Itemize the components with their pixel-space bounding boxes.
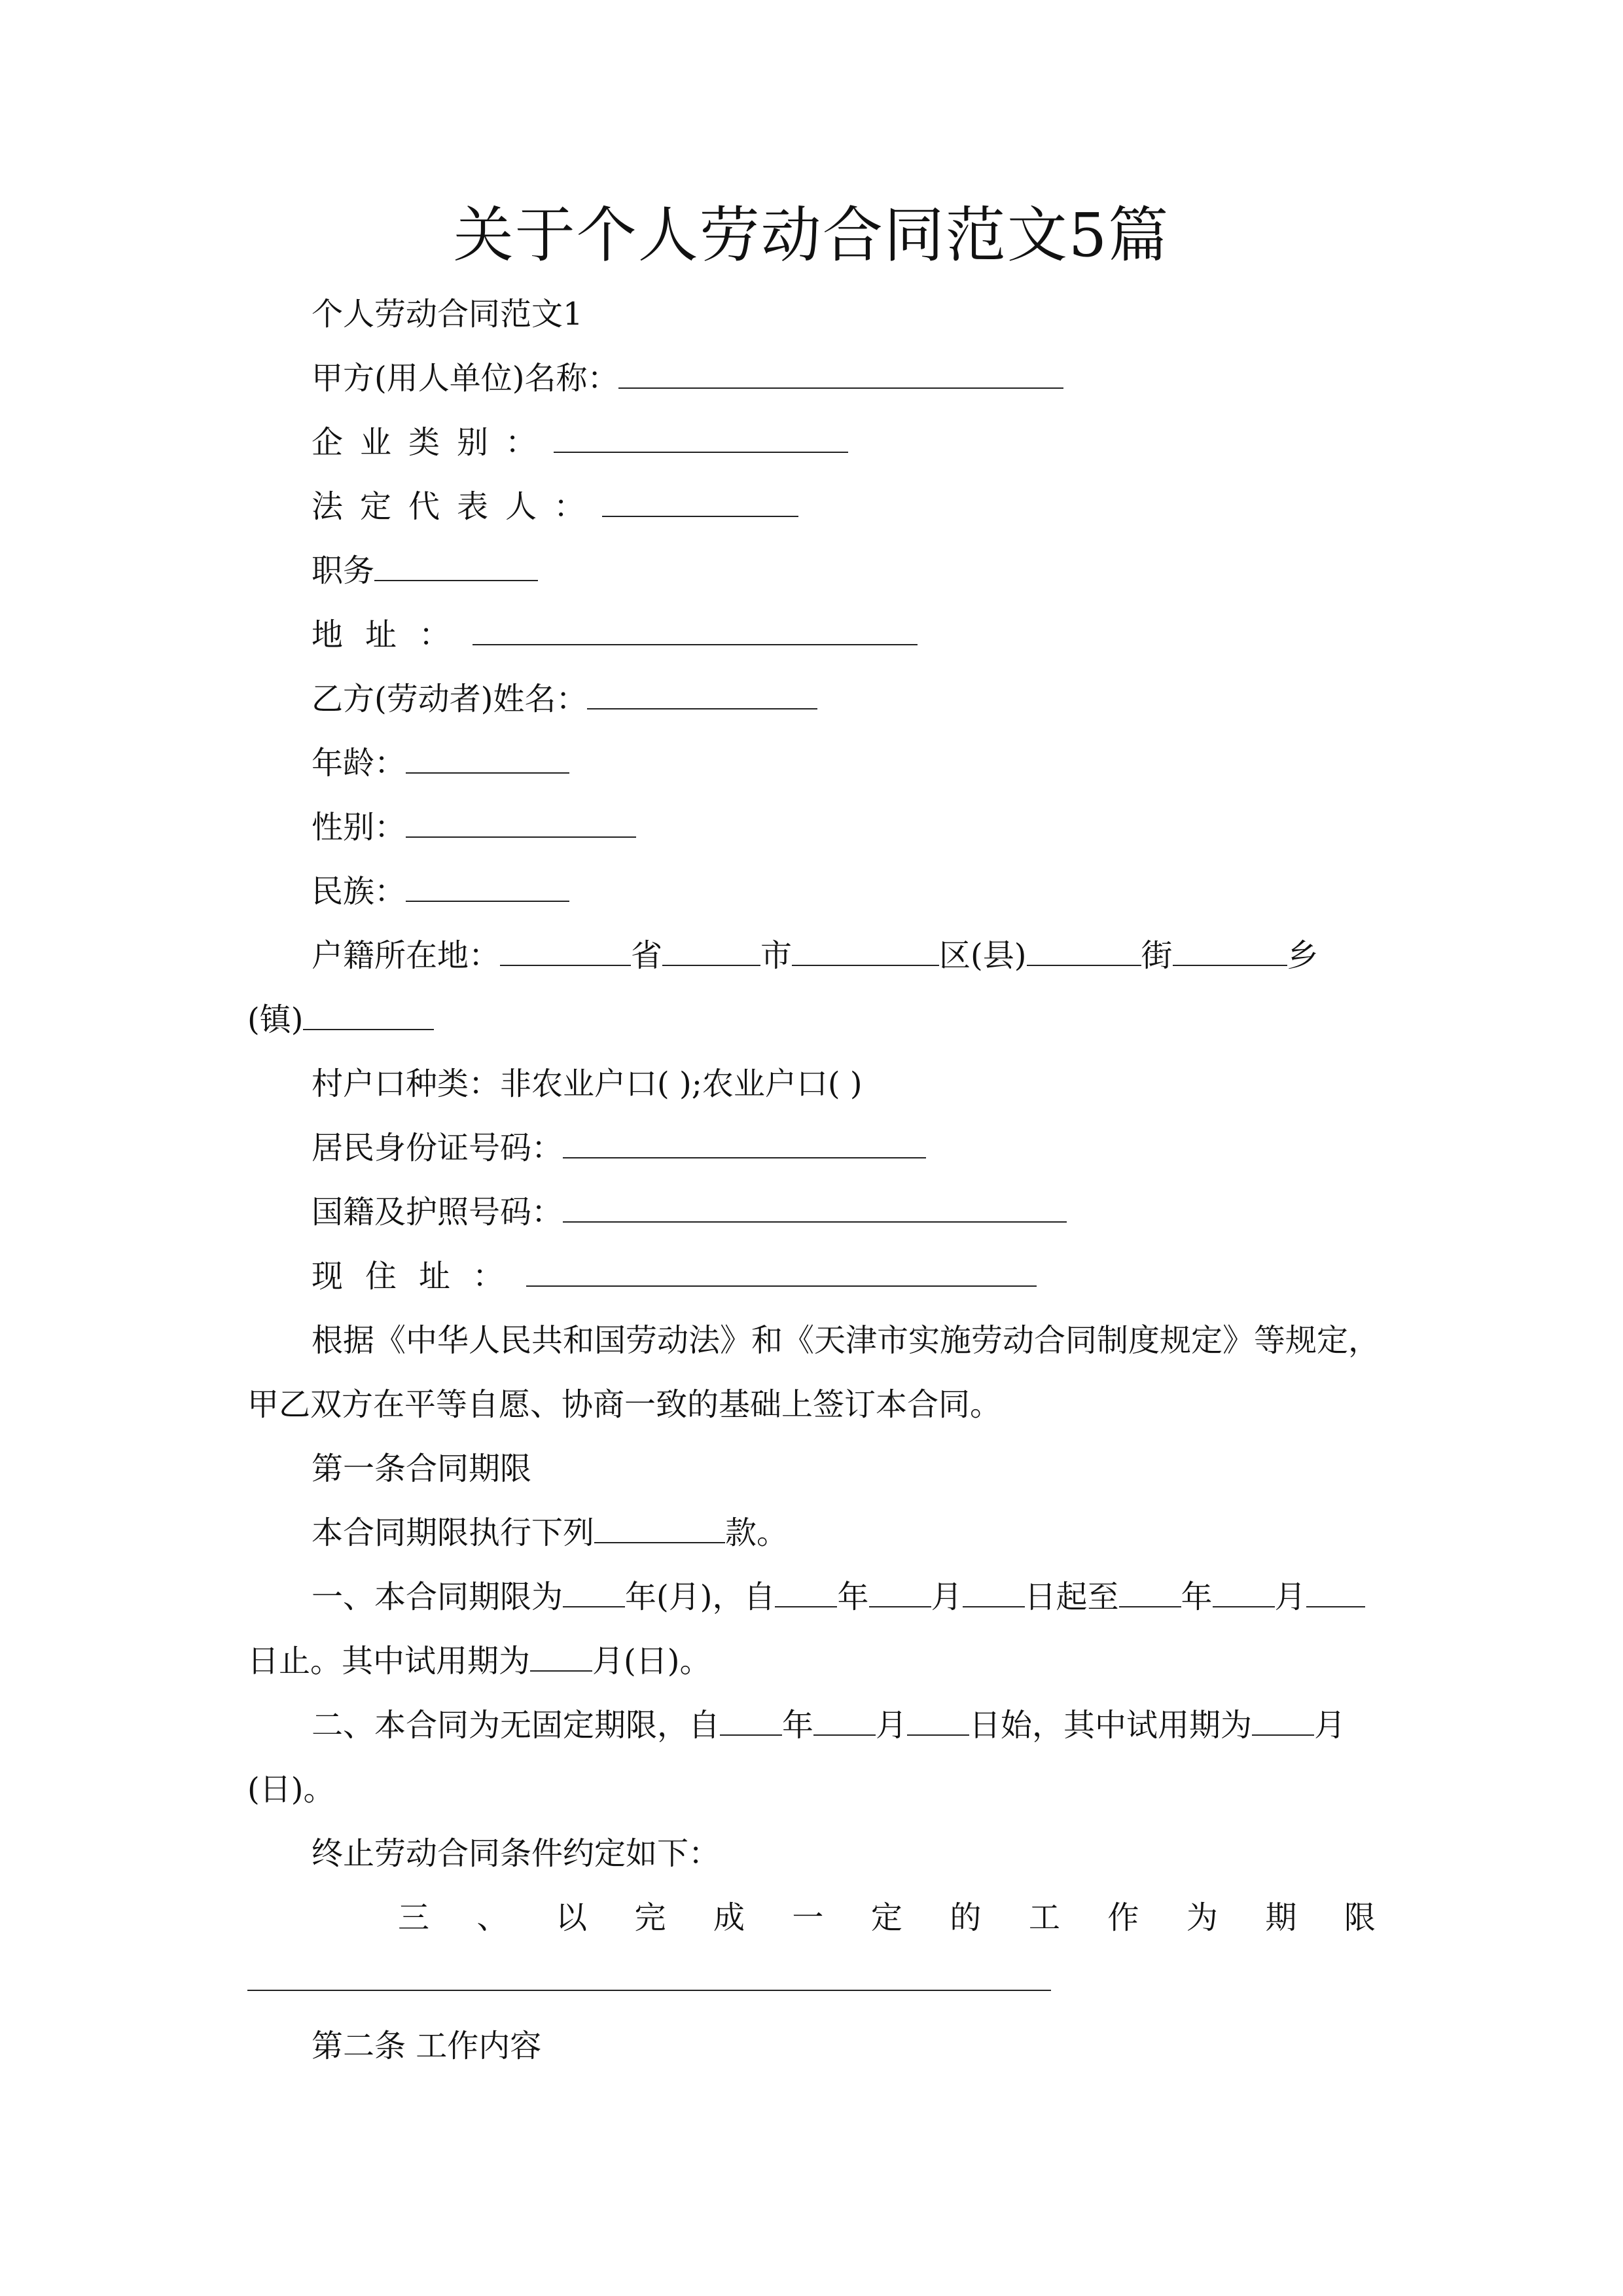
clause1-text-line2-a: 日止。其中试用期为 xyxy=(247,1643,531,1679)
clause2-text-b: 年 xyxy=(782,1707,814,1744)
clause3-char: 一 xyxy=(792,1899,824,1936)
province-blank xyxy=(500,936,631,966)
id-number-label: 居民身份证号码： xyxy=(312,1130,563,1166)
gender-blank xyxy=(406,808,636,838)
age-label: 年龄： xyxy=(312,745,406,781)
enterprise-type-blank xyxy=(554,423,848,453)
clause2-text-d: 日始，其中试用期为 xyxy=(969,1707,1253,1744)
hukou-type-row: 村户口种类：非农业户口( );农业户口( ) xyxy=(312,1066,863,1102)
clause3-char: 成 xyxy=(713,1899,745,1936)
clause2-text-a: 二、本合同为无固定期限，自 xyxy=(312,1707,721,1744)
clause1-probation-blank xyxy=(530,1641,592,1672)
district-blank xyxy=(792,936,939,966)
household-row xyxy=(247,935,1376,977)
clause1-blank-3 xyxy=(869,1577,931,1607)
party-b-name-label: 乙方(劳动者)姓名： xyxy=(312,681,588,717)
clause2-blank-3 xyxy=(907,1706,969,1736)
age-row xyxy=(247,742,1376,784)
party-a-name-label: 甲方(用人单位)名称： xyxy=(312,360,619,397)
clause2-line1 xyxy=(247,1704,1376,1746)
ethnicity-blank xyxy=(406,872,569,902)
ethnicity-row xyxy=(247,870,1376,912)
clause2-text-c: 月 xyxy=(876,1707,908,1744)
document-title: 关于个人劳动合同范文5篇 xyxy=(453,200,1170,270)
clause3-char: 期 xyxy=(1265,1899,1297,1936)
clause2-blank-1 xyxy=(720,1706,782,1736)
clause1-text-f: 年 xyxy=(1181,1579,1213,1615)
clause3-char: 完 xyxy=(634,1899,666,1936)
term-intro-suffix: 款。 xyxy=(725,1515,789,1551)
clause1-text-a: 一、本合同期限为 xyxy=(312,1579,563,1615)
province-label: 省 xyxy=(631,937,663,974)
current-address-blank xyxy=(526,1257,1037,1287)
address-label: 地址： xyxy=(312,617,473,653)
legal-rep-label: 法定代表人： xyxy=(312,488,603,525)
term-intro-row xyxy=(247,1512,1376,1554)
clause3-char: 三 xyxy=(398,1899,430,1936)
article2-title: 第二条 工作内容 xyxy=(312,2028,542,2064)
clause1-text-b: 年(月)，自 xyxy=(625,1579,776,1615)
city-label: 市 xyxy=(760,937,793,974)
clause1-blank-7 xyxy=(1306,1577,1365,1607)
party-a-name-blank xyxy=(618,359,1063,389)
clause3-char: 限 xyxy=(1344,1899,1376,1936)
clause3-char: 作 xyxy=(1107,1899,1139,1936)
address-blank xyxy=(473,615,918,645)
clause1-blank-1 xyxy=(563,1577,625,1607)
subtitle: 个人劳动合同范文1 xyxy=(312,296,583,332)
clause3-char: 的 xyxy=(950,1899,982,1936)
clause2-line2: (日)。 xyxy=(247,1771,335,1808)
article1-title: 第一条合同期限 xyxy=(312,1450,532,1487)
clause3-char: 工 xyxy=(1028,1899,1060,1936)
clause1-line2 xyxy=(247,1640,1376,1682)
basis-paragraph-line2: 甲乙双方在平等自愿、协商一致的基础上签订本合同。 xyxy=(247,1386,1002,1423)
town-label: (镇) xyxy=(247,1001,304,1038)
township-blank xyxy=(1173,936,1287,966)
clause3-char: 以 xyxy=(555,1899,587,1936)
clause2-blank-4 xyxy=(1252,1706,1314,1736)
termination-heading: 终止劳动合同条件约定如下： xyxy=(312,1835,721,1872)
clause2-blank-2 xyxy=(813,1706,876,1736)
party-b-name-blank xyxy=(587,679,817,709)
passport-label: 国籍及护照号码： xyxy=(312,1194,563,1230)
gender-row xyxy=(247,806,1376,848)
term-clause-blank xyxy=(594,1513,725,1543)
address-row xyxy=(247,614,1376,656)
age-blank xyxy=(406,744,569,774)
basis-paragraph-line1: 根据《中华人民共和国劳动法》和《天津市实施劳动合同制度规定》等规定， xyxy=(312,1322,1380,1359)
legal-rep-blank xyxy=(602,487,798,517)
clause1-text-e: 日起至 xyxy=(1024,1579,1119,1615)
current-address-row xyxy=(247,1255,1376,1297)
clause1-text-line2-b: 月(日)。 xyxy=(592,1643,711,1679)
clause1-text-c: 年 xyxy=(837,1579,869,1615)
passport-row xyxy=(247,1191,1376,1233)
household-row-cont xyxy=(247,999,1376,1041)
clause1-line1 xyxy=(247,1576,1376,1618)
id-number-blank xyxy=(563,1128,926,1158)
term-intro-label: 本合同期限执行下列 xyxy=(312,1515,595,1551)
district-label: 区(县) xyxy=(939,937,1027,974)
city-blank xyxy=(662,936,760,966)
township-label: 乡 xyxy=(1287,937,1319,974)
street-label: 街 xyxy=(1141,937,1173,974)
ethnicity-label: 民族： xyxy=(312,873,406,910)
clause1-blank-5 xyxy=(1119,1577,1181,1607)
clause3-char: 为 xyxy=(1186,1899,1218,1936)
clause1-blank-4 xyxy=(963,1577,1025,1607)
legal-rep-row xyxy=(247,486,1376,528)
clause1-text-g: 月 xyxy=(1274,1579,1306,1615)
id-number-row xyxy=(247,1127,1376,1169)
clause2-text-e: 月 xyxy=(1314,1707,1346,1744)
enterprise-type-label: 企业类别： xyxy=(312,424,554,461)
clause3-blank-rule xyxy=(247,1990,1051,1991)
clause1-blank-6 xyxy=(1213,1577,1275,1607)
position-row xyxy=(247,550,1376,592)
party-a-name-row xyxy=(247,357,1376,399)
town-blank xyxy=(303,1000,434,1030)
position-blank xyxy=(374,551,538,581)
enterprise-type-row xyxy=(247,422,1376,463)
party-b-name-row xyxy=(247,678,1376,720)
clause1-text-d: 月 xyxy=(931,1579,963,1615)
household-label: 户籍所在地： xyxy=(312,937,501,974)
clause3-char: 、 xyxy=(476,1899,508,1936)
current-address-label: 现住址： xyxy=(312,1258,527,1295)
position-label: 职务 xyxy=(312,552,375,589)
gender-label: 性别： xyxy=(312,809,406,846)
passport-blank xyxy=(563,1193,1067,1223)
street-blank xyxy=(1027,936,1141,966)
clause1-blank-2 xyxy=(775,1577,837,1607)
clause3-char: 定 xyxy=(870,1899,902,1936)
clause3-line xyxy=(247,1897,1376,1939)
